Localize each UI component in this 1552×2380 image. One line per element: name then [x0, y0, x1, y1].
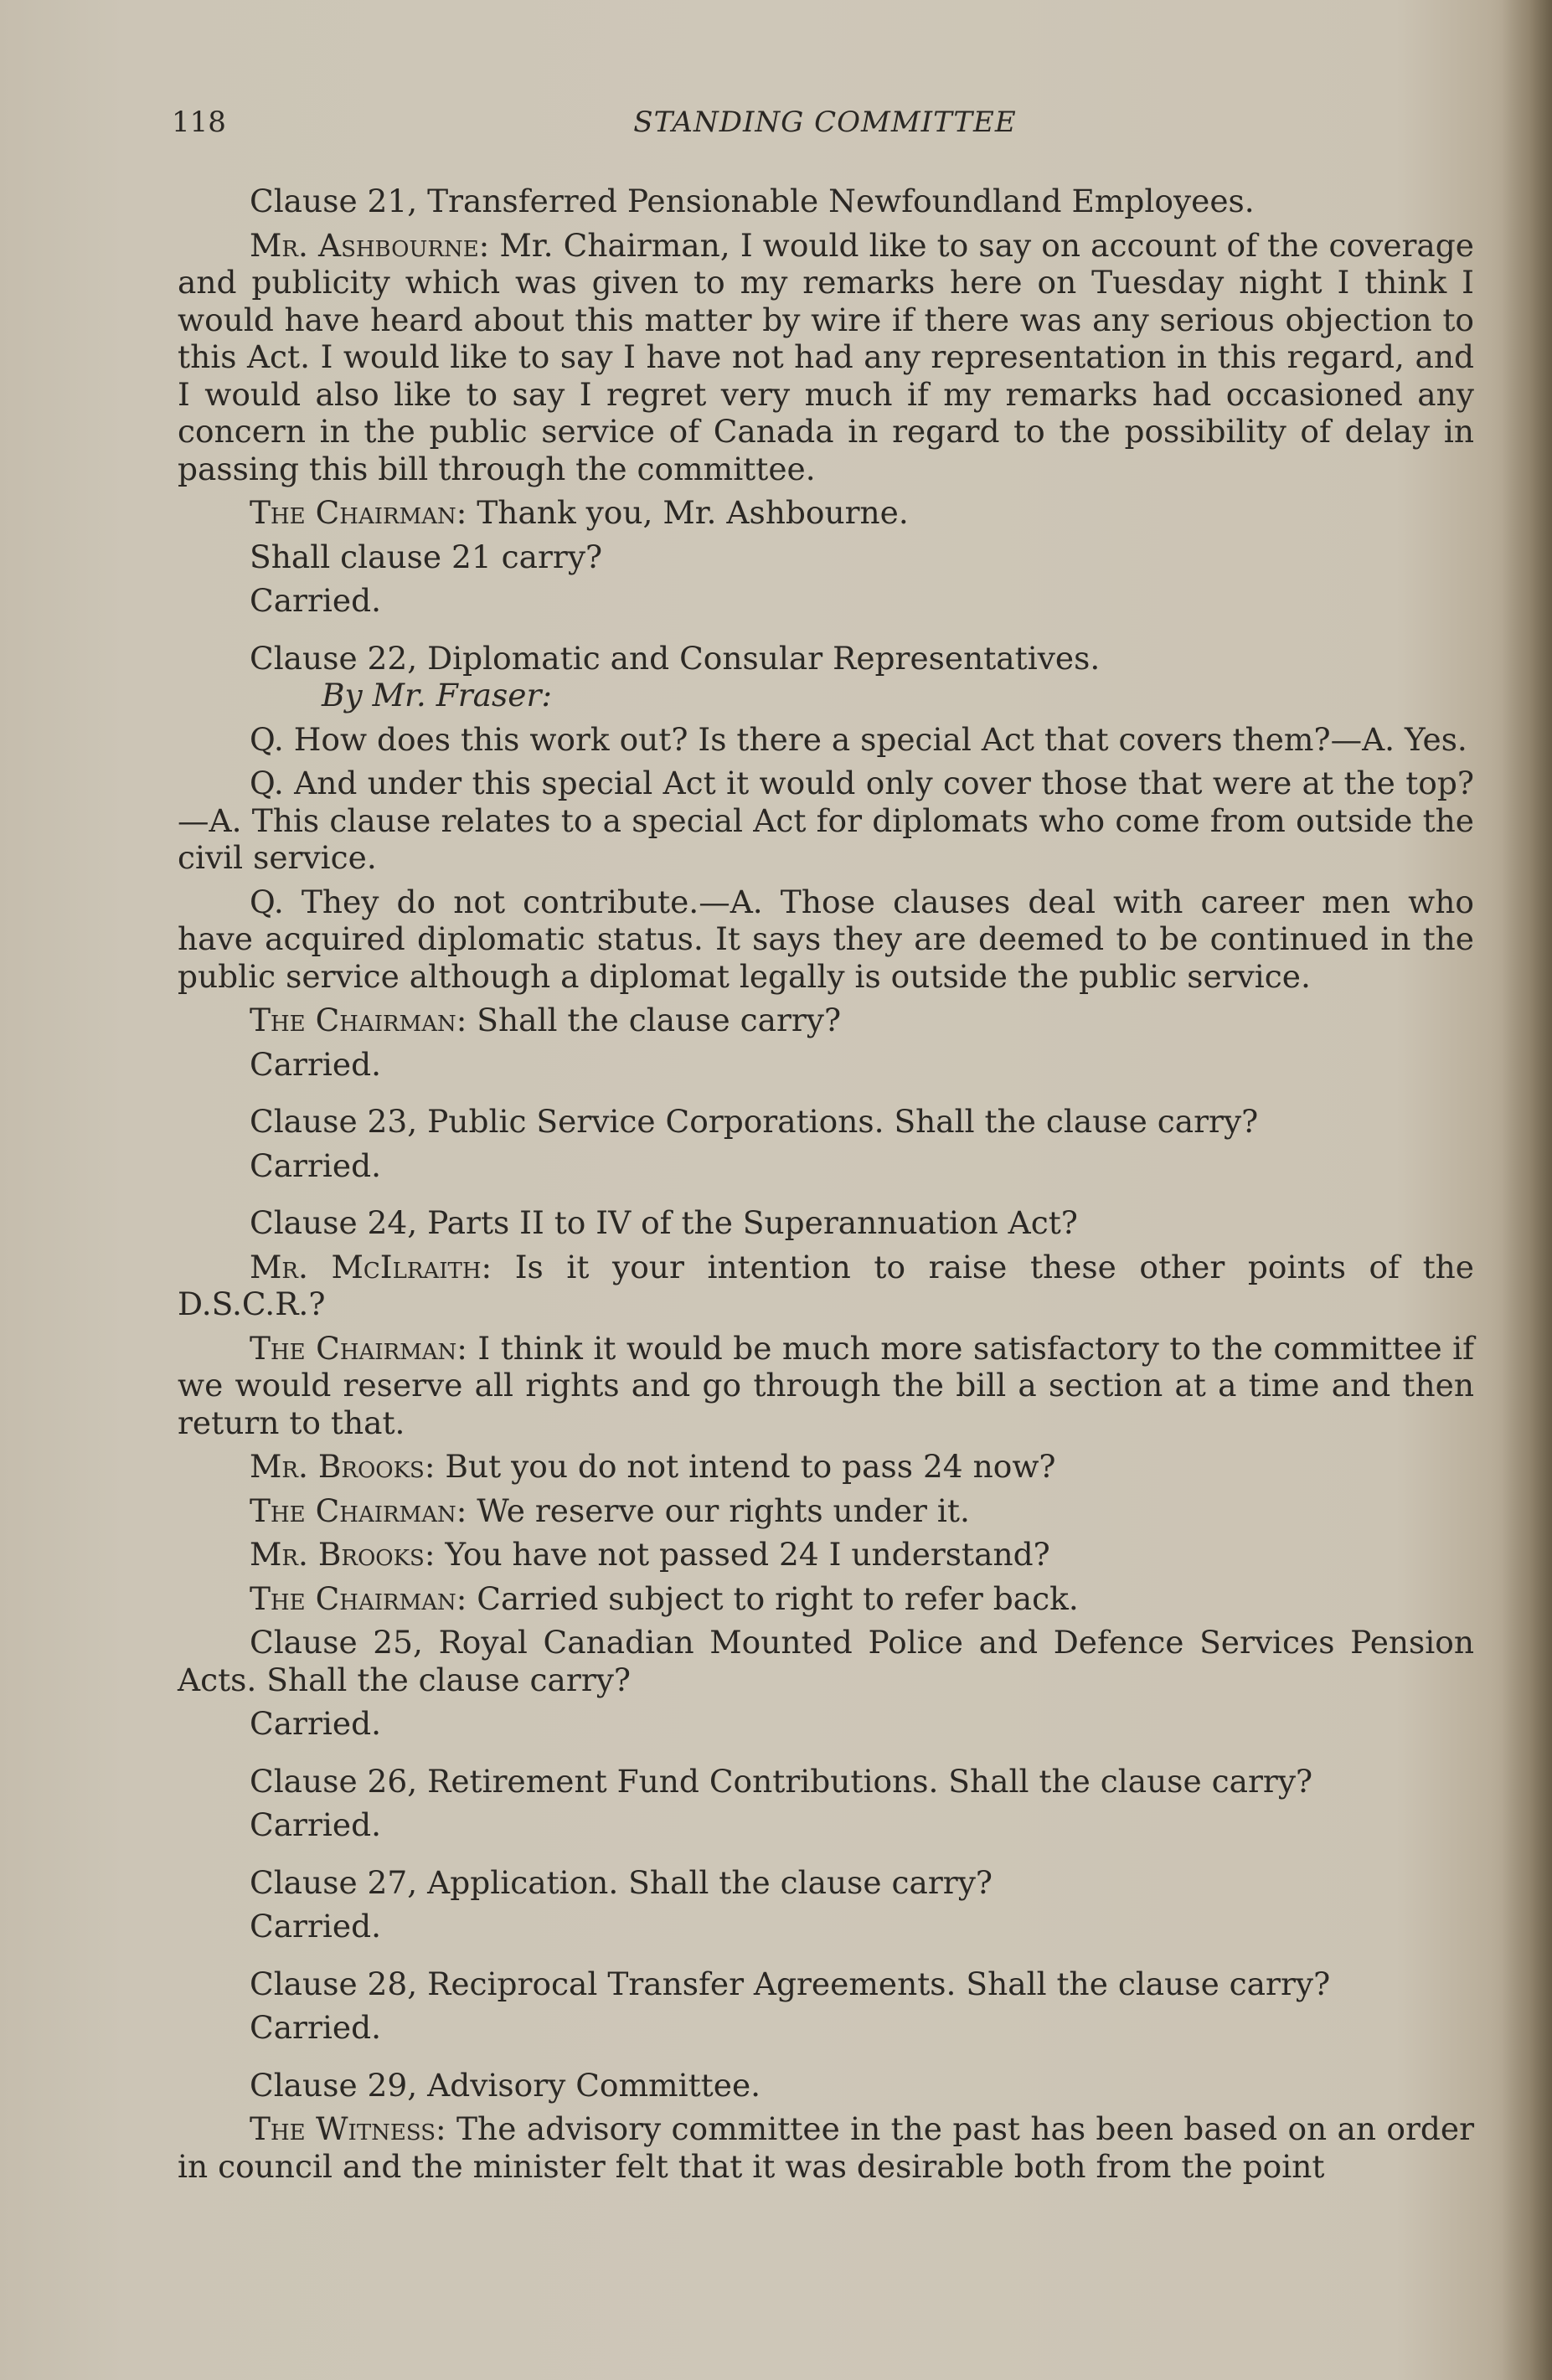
clause-25-heading: Clause 25, Royal Canadian Mounted Police and Defence Services Pension Acts. Shall the clause carry? — [178, 1624, 1474, 1698]
clause-21-heading: Clause 21, Transferred Pensionable Newfoundland Employees. — [250, 183, 1255, 219]
page-header — [172, 106, 1478, 147]
question-answer-3: Q. They do not contribute.—A. Those clauses deal with career men who have acquired diplomatic status. It says they are deemed to be continued in the public service although a diplomat legally is outside the public service. — [178, 883, 1474, 995]
page-number: 118 — [172, 106, 226, 139]
clause-26-heading: Clause 26, Retirement Fund Contributions. Shall the clause carry? — [250, 1762, 1313, 1800]
clause-29-heading: Clause 29, Advisory Committee. — [250, 2066, 761, 2104]
chairman-reply-2 — [178, 1580, 1474, 1618]
clause-22-carried: Carried. — [250, 1045, 382, 1083]
speaker-name: Mr. Ashbourne: — [250, 226, 490, 264]
speaker-name: The Chairman: — [250, 1329, 467, 1367]
speaker-name: The Chairman: — [250, 1579, 467, 1617]
brooks-question-1 — [178, 1448, 1474, 1486]
speech-text: I think it would be much more satisfactory to the committee if we would reserve all rights and go through the bill a section at a time and then return to that. — [178, 1329, 1475, 1441]
speaker-name: Mr. McIlraith: — [250, 1248, 492, 1285]
witness-statement — [178, 2110, 1474, 2185]
clause-23-heading: Clause 23, Public Service Corporations. Shall the clause carry? — [250, 1103, 1259, 1140]
speaker-name: Mr. Brooks: — [250, 1448, 436, 1485]
speech-text: But you do not intend to pass 24 now? — [435, 1448, 1056, 1485]
question-answer-2: Q. And under this special Act it would only cover those that were at the top?—A. This clause relates to a special Act for diplomats who come from outside the civil service. — [178, 765, 1474, 876]
clause-26-carried: Carried. — [250, 1806, 382, 1843]
speaker-name: Mr. Brooks: — [250, 1536, 436, 1573]
clause-24-heading: Clause 24, Parts II to IV of the Superannuation Act? — [250, 1204, 1078, 1241]
clause-21-carried: Carried. — [250, 582, 382, 619]
chairman-reply-1 — [178, 1492, 1474, 1530]
speaker-name: The Witness: — [250, 2110, 446, 2147]
chairman-thanks — [178, 494, 1474, 532]
brooks-question-2 — [178, 1536, 1474, 1574]
transcript-body — [178, 183, 1474, 2185]
clause-28-heading: Clause 28, Reciprocal Transfer Agreements. Shall the clause carry? — [250, 1965, 1331, 2002]
clause-27-carried: Carried. — [250, 1908, 382, 1945]
speech-text: Thank you, Mr. Ashbourne. — [467, 494, 909, 531]
speaker-name: The Chairman: — [250, 1491, 467, 1529]
page-edge-shadow — [1502, 0, 1552, 2380]
speech-text: The advisory committee in the past has been based on an order in council and the minister felt that it was desirable both from the point — [178, 2110, 1474, 2185]
clause-27-heading: Clause 27, Application. Shall the clause carry? — [250, 1863, 993, 1901]
running-title: STANDING COMMITTEE — [633, 106, 1017, 139]
clause-21-question: Shall clause 21 carry? — [250, 538, 603, 575]
question-answer-1: Q. How does this work out? Is there a special Act that covers them?—A. Yes. — [250, 720, 1467, 758]
speech-text: Is it your intention to raise these other points of the D.S.C.R.? — [178, 1248, 1474, 1322]
ashbourne-statement — [178, 227, 1474, 488]
chairman-clause-22-question — [178, 1002, 1474, 1039]
chairman-reserve-rights — [178, 1330, 1474, 1442]
speech-text: You have not passed 24 I understand? — [435, 1536, 1050, 1573]
questioner-byline: By Mr. Fraser: — [322, 677, 553, 713]
speech-text: We reserve our rights under it. — [467, 1491, 970, 1529]
speech-text: Shall the clause carry? — [467, 1002, 842, 1038]
speech-text: Carried subject to right to refer back. — [467, 1579, 1079, 1617]
mcilraith-question — [178, 1249, 1474, 1323]
speaker-name: The Chairman: — [250, 494, 467, 531]
speaker-name: The Chairman: — [250, 1002, 467, 1038]
clause-25-carried: Carried. — [250, 1705, 382, 1742]
clause-28-carried: Carried. — [250, 2009, 382, 2046]
clause-23-carried: Carried. — [250, 1146, 382, 1184]
clause-22-heading: Clause 22, Diplomatic and Consular Representatives. — [250, 639, 1101, 677]
speech-text: Mr. Chairman, I would like to say on account of the coverage and publicity which was given to my remarks here on Tuesday night I think I would have heard about this matter by wire if there was any serious objection to this Act. I would like to say I have not had any representation in this regard, and I would also like to say I regret very much if my remarks had occasioned any concern in the public service of Canada in regard to the possibility of delay in passing this bill through the committee. — [178, 226, 1474, 487]
